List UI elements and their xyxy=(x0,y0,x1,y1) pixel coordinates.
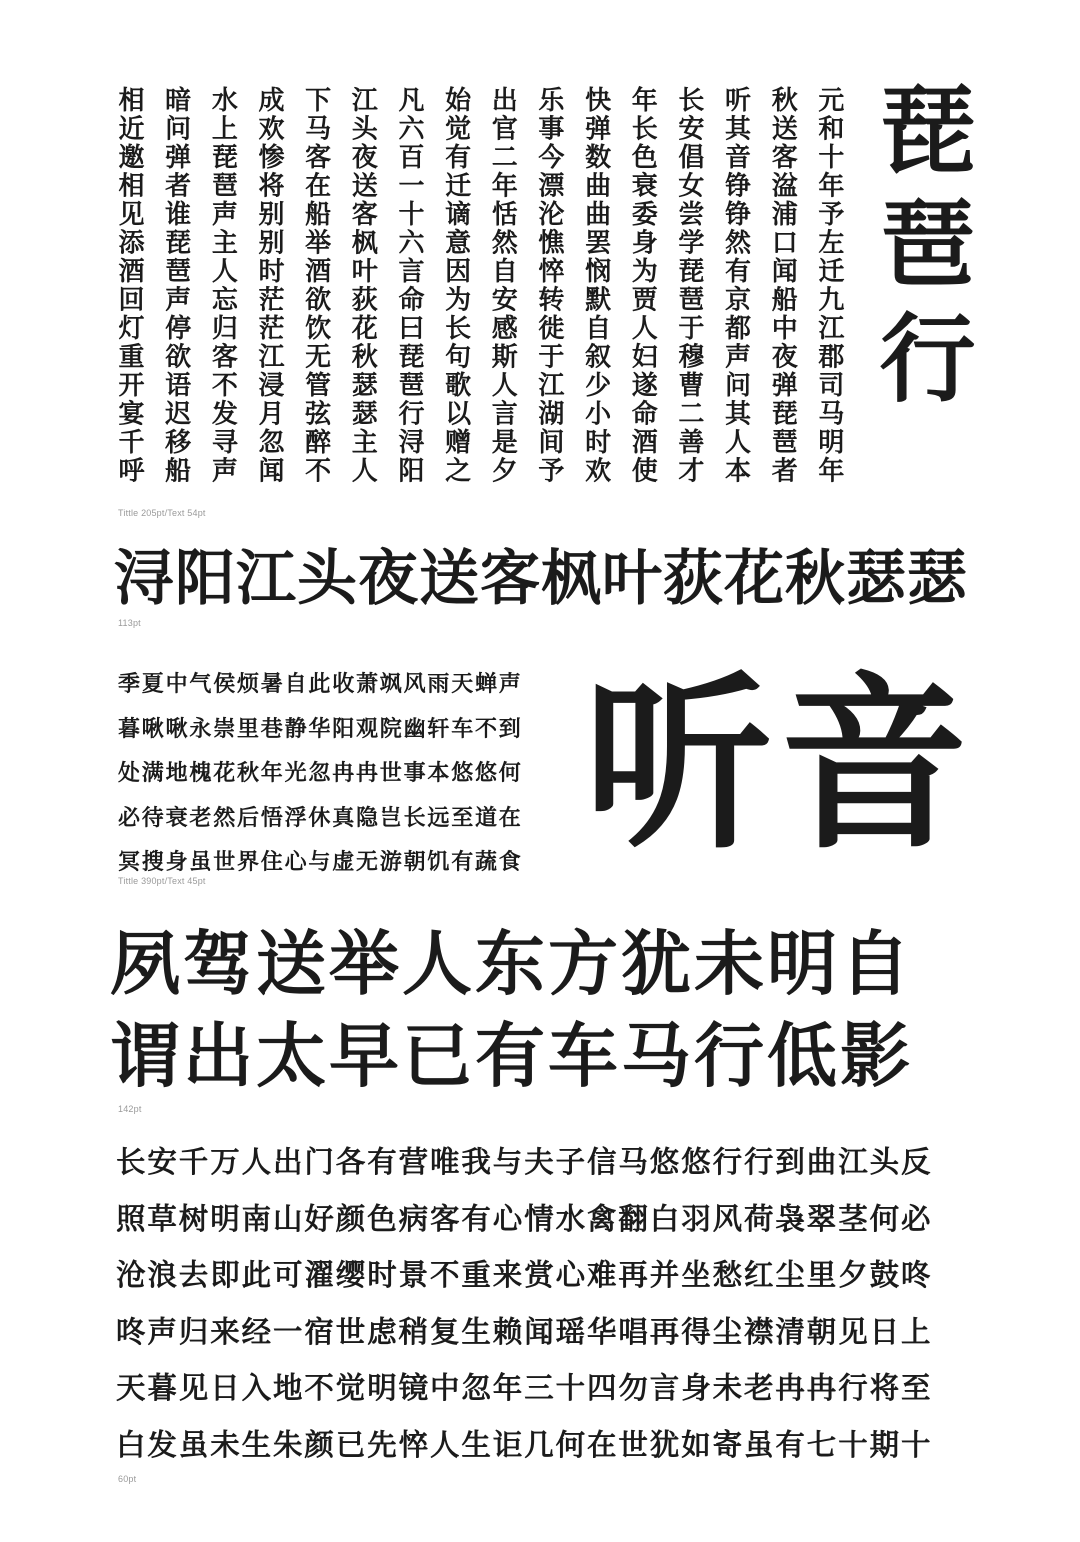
vertical-column: 相近邀相见添酒回灯重开宴千呼 xyxy=(114,86,144,485)
vertical-column: 成欢惨将别别时茫茫江浸月忽闻 xyxy=(253,86,284,485)
paragraph-block xyxy=(118,662,558,885)
vertical-column: 凡六百一十六言命曰琵琶行浔阳 xyxy=(393,86,424,485)
paragraph-line: 冥搜身虽世界住心与虚无游朝饥有蔬食 xyxy=(118,849,523,875)
headline-line: 夙驾送举人东方犹未明自 xyxy=(110,922,913,1005)
body-line: 沧浪去即此可濯缨时景不重来赏心难再并坐愁红尘里夕鼓咚 xyxy=(116,1257,933,1292)
size-caption: Tittle 390pt/Text 45pt xyxy=(118,876,206,886)
vertical-column: 长安倡女尝学琵琶于穆曹二善才 xyxy=(673,86,704,485)
size-caption: 142pt xyxy=(118,1104,142,1114)
paragraph-line: 必待衰老然后悟浮休真隐岂长远至道在 xyxy=(118,804,523,831)
paragraph-line: 暮啾啾永崇里巷静华阳观院幽轩车不到 xyxy=(118,715,523,742)
body-line: 咚声归来经一宿世虑稍复生赖闻瑶华唱再得尘襟清朝见日上 xyxy=(116,1313,933,1349)
body-line: 天暮见日入地不觉明镜中忽年三十四勿言身未老冉冉行将至 xyxy=(116,1370,933,1405)
size-caption: 60pt xyxy=(118,1474,137,1484)
body-line: 长安千万人出门各有营唯我与夫子信马悠悠行行到曲江头反 xyxy=(116,1144,933,1179)
headline-line: 谓出太早已有车马行低影 xyxy=(110,1014,913,1097)
vertical-column: 秋送客湓浦口闻船中夜弹琵琶者 xyxy=(767,86,798,485)
vertical-column: 江头夜送客枫叶荻花秋瑟瑟主人 xyxy=(347,86,378,485)
body-text-block xyxy=(116,1134,986,1473)
vertical-column: 元和十年予左迁九江郡司马明年 xyxy=(813,86,844,485)
vertical-column: 年长色衰委身为贾人妇遂命酒使 xyxy=(627,86,658,485)
vertical-text-block xyxy=(114,86,844,506)
body-line: 照草树明南山好颜色病客有心情水禽翻白羽风荷袅翠茎何必 xyxy=(116,1200,933,1236)
paragraph-line: 处满地槐花秋年光忽冉冉世事本悠悠何 xyxy=(118,760,523,786)
vertical-column: 下马客在船举酒欲饮无管弦醉不 xyxy=(300,86,331,485)
body-line: 白发虽未生朱颜已先悴人生讵几何在世犹如寄虽有七十期十 xyxy=(116,1426,933,1462)
vertical-column: 出官二年恬然自安感斯人言是夕 xyxy=(487,86,518,485)
vertical-column: 水上琵琶声主人忘归客不发寻声 xyxy=(207,86,238,485)
headline-block xyxy=(110,918,990,1102)
size-caption: Tittle 205pt/Text 54pt xyxy=(118,508,206,518)
vertical-column: 听其音铮铮然有京都声问其人本 xyxy=(720,86,751,485)
size-caption: 113pt xyxy=(118,618,141,628)
vertical-column: 快弹数曲曲罢悯默自叙少小时欢 xyxy=(580,86,611,485)
vertical-column: 暗问弹者谁琵琶声停欲语迟移船 xyxy=(160,86,191,485)
paragraph-line: 季夏中气侯烦暑自此收萧飒风雨天蝉声 xyxy=(118,671,523,697)
sample-line-113pt: 浔阳江头夜送客枫叶荻花秋瑟瑟 xyxy=(114,544,968,614)
vertical-column: 乐事今漂沦憔悴转徙于江湖间予 xyxy=(533,86,564,485)
display-title: 听音 xyxy=(584,654,976,875)
vertical-column: 始觉有迁谪意因为长句歌以赠之 xyxy=(440,86,471,485)
poem-title: 琵琶行 xyxy=(864,80,977,422)
